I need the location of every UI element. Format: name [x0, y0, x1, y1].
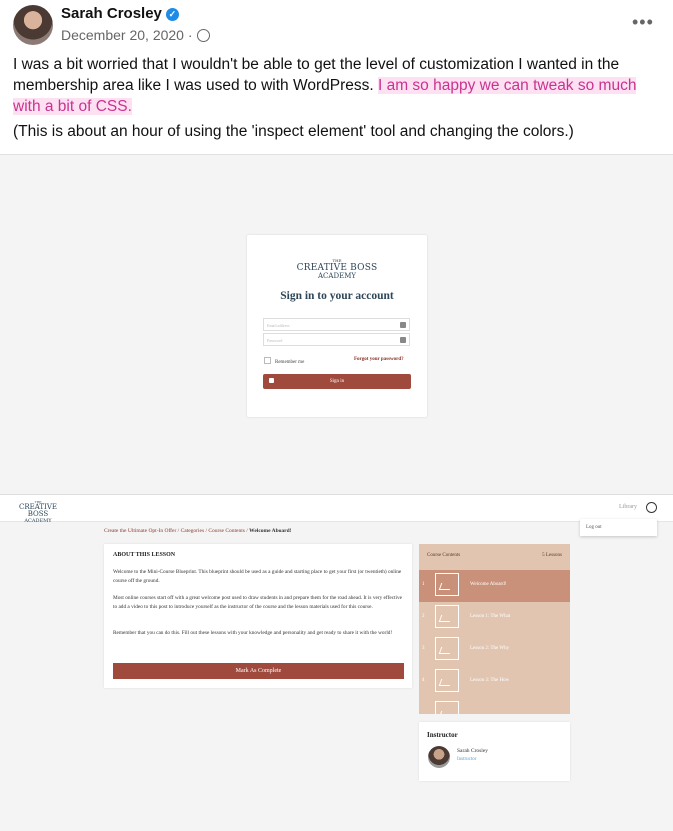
globe-icon [197, 29, 210, 42]
lesson-item[interactable] [419, 698, 570, 714]
instructor-name: Sarah Crosley [457, 748, 489, 754]
author-name-text[interactable]: Sarah Crosley [61, 5, 162, 22]
lesson-title: Welcome Aboard! [470, 582, 507, 587]
lesson-item-active[interactable] [419, 570, 570, 602]
top-navbar [0, 495, 673, 522]
author-name[interactable] [61, 5, 179, 22]
lesson-item[interactable] [419, 666, 570, 698]
password-placeholder: Password [267, 338, 283, 343]
breadcrumb[interactable] [104, 528, 291, 534]
post-text-part1: I was a bit worried that I wouldn't be able to get the level of customization I wanted in the membership area like I was used to with WordPress. [13, 56, 620, 94]
logo-line1: CREATIVE BOSS [296, 263, 378, 273]
lesson-paragraph: Welcome to the Mini-Course Blueprint. This blueprint should be used as a guide and starting place to get your first (or twentieth) online course off the ground. [113, 569, 402, 584]
lesson-title: Lesson 2: The Why [470, 646, 510, 651]
lesson-paragraph: Most online courses start off with a great welcome post used to draw students in and prepare them for the road ahead. It is very effective to add a video to this post to introduce yourself as the instructor of the course and the lesson materials used for this course. [113, 595, 402, 610]
post-date-text[interactable]: December 20, 2020 · [61, 27, 193, 43]
instructor-heading: Instructor [427, 731, 458, 739]
logo-line2: ACADEMY [24, 518, 52, 524]
post-date[interactable] [61, 27, 210, 43]
academy-logo[interactable] [10, 501, 66, 524]
lock-icon [269, 378, 274, 383]
image-placeholder-icon [435, 637, 459, 660]
user-icon[interactable] [646, 502, 657, 513]
lesson-paragraph: Remember that you can do this. Fill out these lessons with your knowledge and personality and get ready to share it with the world! [113, 630, 393, 636]
facebook-post [0, 0, 673, 155]
post-text [13, 54, 663, 117]
lesson-item[interactable] [419, 634, 570, 666]
course-contents-header [419, 544, 570, 568]
logo-line1: CREATIVE BOSS [18, 503, 57, 518]
key-icon [400, 322, 406, 328]
image-placeholder-icon [435, 669, 459, 692]
course-screenshot [0, 494, 673, 831]
signin-button[interactable] [263, 374, 411, 389]
course-contents-title: Course Contents [427, 553, 461, 558]
lesson-count: 5 Lessons [542, 553, 562, 558]
logo-the: THE [34, 500, 42, 504]
breadcrumb-links[interactable]: Create the Ultimate Opt-In Offer / Categories / Course Contents / [104, 528, 250, 534]
logout-item[interactable]: Log out [586, 525, 602, 530]
signin-title: Sign in to your account [280, 290, 394, 302]
lesson-item[interactable] [419, 602, 570, 634]
lesson-number: 4 [422, 678, 425, 683]
signin-button-label: Sign in [329, 379, 345, 384]
lesson-number: 2 [422, 614, 425, 619]
more-options-icon[interactable]: ••• [632, 12, 654, 32]
lesson-title: Lesson 1: The What [470, 614, 511, 619]
lesson-number: 3 [422, 646, 425, 651]
lesson-panel [104, 544, 412, 688]
lesson-heading: ABOUT THIS LESSON [113, 552, 176, 558]
post-text-highlight: I am so happy we can tweak so much with a bit of CSS. [13, 77, 637, 115]
author-avatar[interactable] [13, 5, 53, 45]
email-placeholder: Email address [267, 323, 290, 328]
instructor-role-link[interactable]: Instructor [457, 757, 477, 762]
mark-complete-button[interactable]: Mark As Complete [113, 663, 404, 679]
image-placeholder-icon [435, 573, 459, 596]
remember-me-checkbox[interactable] [264, 357, 304, 365]
logout-dropdown [580, 519, 657, 536]
lesson-number: 1 [422, 582, 425, 587]
image-placeholder-icon [435, 701, 459, 714]
signin-card [247, 235, 427, 417]
remember-label: Remember me [275, 360, 305, 365]
checkbox-box[interactable] [264, 357, 271, 364]
lesson-title: Lesson 3: The How [470, 678, 510, 683]
email-field[interactable] [263, 318, 410, 331]
instructor-avatar [428, 746, 450, 768]
verified-badge-icon: ✓ [166, 8, 179, 21]
logo-line2: ACADEMY [318, 272, 356, 280]
academy-logo [247, 259, 427, 280]
breadcrumb-current: Welcome Aboard! [249, 528, 292, 534]
instructor-panel [419, 722, 570, 781]
course-contents-panel [419, 544, 570, 714]
logo-the: THE [332, 258, 342, 263]
library-link[interactable]: Library [619, 504, 637, 510]
forgot-password-link[interactable]: Forgot your password? [354, 357, 404, 362]
image-placeholder-icon [435, 605, 459, 628]
post-text-secondary: (This is about an hour of using the 'inspect element' tool and changing the colors.) [13, 123, 574, 140]
key-icon [400, 337, 406, 343]
password-field[interactable] [263, 333, 410, 346]
